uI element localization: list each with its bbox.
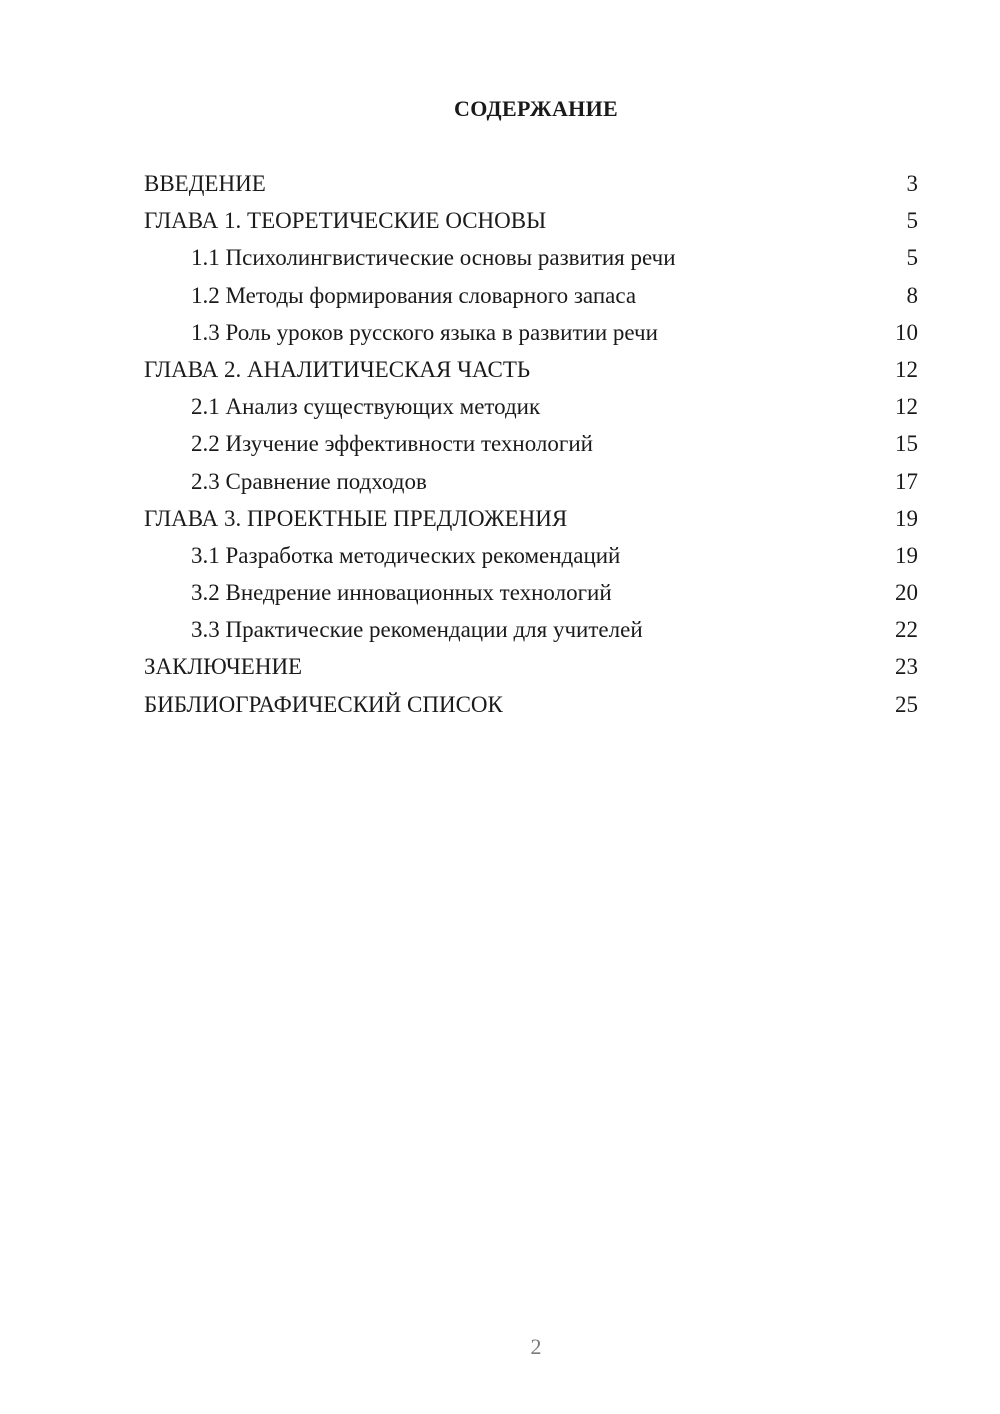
toc-entry-label: 2.3 Сравнение подходов <box>191 468 427 494</box>
toc-entry[interactable] <box>144 466 918 503</box>
toc-entry-page: 12 <box>895 356 918 382</box>
toc-entry-label: ВВЕДЕНИЕ <box>144 171 266 196</box>
toc-entry-page: 5 <box>906 208 918 234</box>
toc-entry-label: ГЛАВА 3. ПРОЕКТНЫЕ ПРЕДЛОЖЕНИЯ <box>144 505 568 531</box>
toc-entry-label: 1.2 Методы формирования словарного запаса <box>191 282 637 308</box>
toc-entry[interactable] <box>144 391 918 428</box>
toc-entry-label: ГЛАВА 2. АНАЛИТИЧЕСКАЯ ЧАСТЬ <box>144 356 531 382</box>
table-of-contents <box>144 168 918 726</box>
toc-entry[interactable] <box>144 428 918 465</box>
toc-entry-label: 3.2 Внедрение инновационных технологий <box>191 580 612 606</box>
toc-entry-label: 1.3 Роль уроков русского языка в развитии речи <box>191 319 658 345</box>
toc-entry[interactable] <box>144 354 918 391</box>
toc-entry[interactable] <box>144 689 918 726</box>
toc-entry[interactable] <box>144 577 918 614</box>
toc-entry-label: БИБЛИОГРАФИЧЕСКИЙ СПИСОК <box>144 691 503 717</box>
toc-entry[interactable] <box>144 280 918 317</box>
toc-entry[interactable] <box>144 651 918 688</box>
toc-entry-label: 2.1 Анализ существующих методик <box>191 394 541 420</box>
toc-entry[interactable] <box>144 503 918 540</box>
toc-entry-label: ЗАКЛЮЧЕНИЕ <box>144 654 303 680</box>
toc-entry-page: 5 <box>906 245 918 271</box>
toc-entry[interactable] <box>144 540 918 577</box>
toc-entry-page: 23 <box>895 654 918 680</box>
page-title: СОДЕРЖАНИЕ <box>454 96 618 121</box>
toc-entry-page: 17 <box>895 468 918 494</box>
toc-entry[interactable] <box>144 242 918 279</box>
toc-entry-page: 10 <box>895 319 918 345</box>
toc-entry-page: 12 <box>895 394 918 420</box>
toc-entry-page: 15 <box>895 431 918 457</box>
toc-entry-label: 2.2 Изучение эффективности технологий <box>191 431 593 457</box>
toc-entry-label: ГЛАВА 1. ТЕОРЕТИЧЕСКИЕ ОСНОВЫ <box>144 208 547 234</box>
toc-entry-label: 3.1 Разработка методических рекомендаций <box>191 542 621 568</box>
toc-entry[interactable] <box>144 317 918 354</box>
toc-entry-page: 19 <box>895 542 918 568</box>
toc-entry-page: 20 <box>895 580 918 606</box>
toc-entry-page: 8 <box>906 282 918 308</box>
page-number: 2 <box>530 1334 542 1359</box>
toc-entry-label: 1.1 Психолингвистические основы развития речи <box>191 245 676 271</box>
toc-entry[interactable] <box>144 168 918 205</box>
toc-entry[interactable] <box>144 205 918 242</box>
toc-entry-page: 22 <box>895 617 918 643</box>
toc-entry-label: 3.3 Практические рекомендации для учителей <box>191 617 643 643</box>
toc-entry[interactable] <box>144 614 918 651</box>
toc-entry-page: 3 <box>906 171 918 196</box>
toc-entry-page: 19 <box>895 505 918 531</box>
toc-entry-page: 25 <box>895 691 918 717</box>
